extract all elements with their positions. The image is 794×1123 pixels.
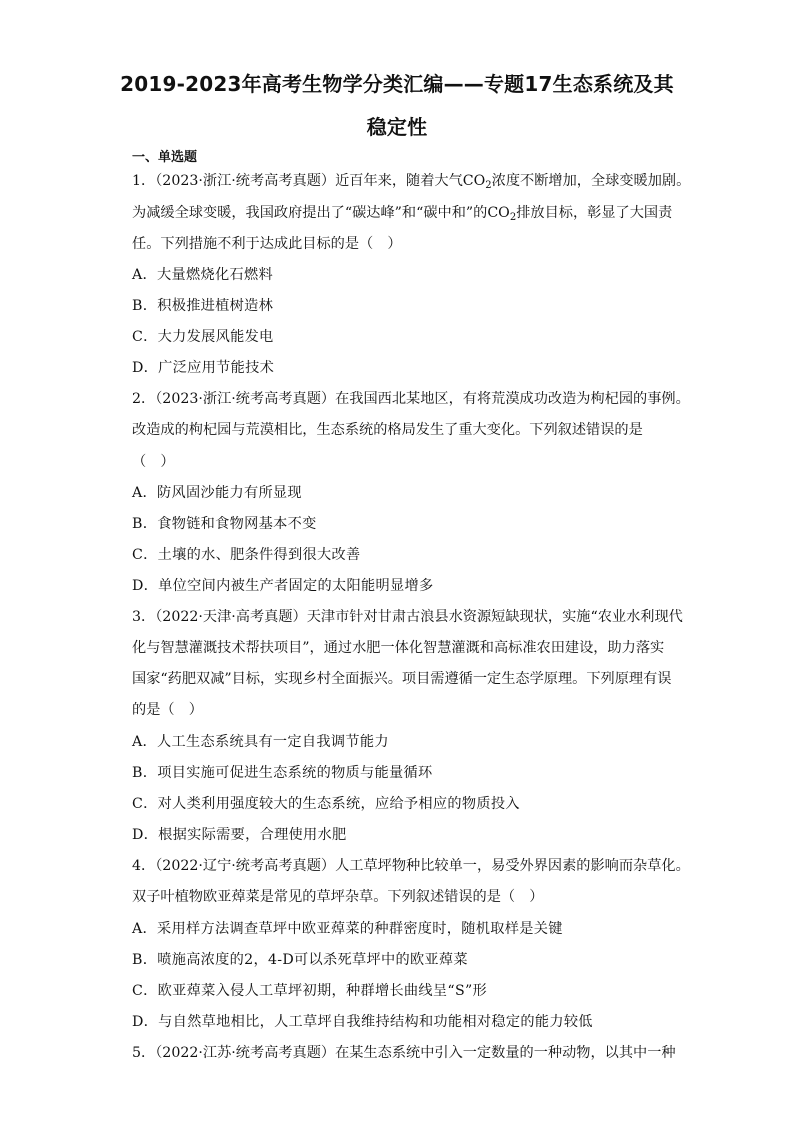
- subscript: 2: [509, 212, 517, 223]
- question-2-line-1: 2．（2023·浙江·统考高考真题）在我国西北某地区，有将荒漠成功改造为枸杞园的事例。: [132, 391, 690, 407]
- question-4-option-c: C．欧亚蔊菜入侵人工草坪初期，种群增长曲线呈“S”形: [132, 983, 488, 999]
- question-1-option-c: C．大力发展风能发电: [132, 329, 274, 345]
- subscript: 2: [485, 180, 492, 191]
- question-3-option-d: D．根据实际需要，合理使用水肥: [132, 827, 347, 843]
- question-2-option-d: D．单位空间内被生产者固定的太阳能明显增多: [132, 578, 434, 594]
- question-3-line-3: 国家“药肥双减”目标，实现乡村全面振兴。项目需遵循一定生态学原理。下列原理有误: [132, 671, 672, 687]
- question-3-option-c: C．对人类利用强度较大的生态系统，应给予相应的物质投入: [132, 796, 520, 812]
- question-3-line-2: 化与智慧灌溉技术帮扶项目”，通过水肥一体化智慧灌溉和高标准农田建设，助力落实: [132, 640, 665, 656]
- question-1-option-a: A．大量燃烧化石燃料: [132, 267, 273, 283]
- question-3-option-b: B．项目实施可促进生态系统的物质与能量循环: [132, 765, 433, 781]
- question-2-option-c: C．土壤的水、肥条件得到很大改善: [132, 547, 361, 563]
- question-1-line-3: 任。下列措施不利于达成此目标的是（ ）: [132, 236, 402, 252]
- question-4-option-a: A．采用样方法调查草坪中欧亚蔊菜的种群密度时，随机取样是关键: [132, 921, 563, 937]
- question-1-option-b: B．积极推进植树造林: [132, 298, 274, 314]
- question-5-line-1: 5．（2022·江苏·统考高考真题）在某生态系统中引入一定数量的一种动物，以其中一种: [132, 1045, 676, 1061]
- question-1-option-d: D．广泛应用节能技术: [132, 360, 275, 376]
- question-1-line-1: [132, 171, 690, 191]
- question-1-text: 1．（2023·浙江·统考高考真题）近百年来，随着大气CO: [132, 173, 486, 189]
- question-4-option-b: B．喷施高浓度的2，4-D可以杀死草坪中的欧亚蔊菜: [132, 952, 468, 968]
- question-3-line-4: 的是（ ）: [132, 702, 203, 718]
- question-3-option-a: A．人工生态系统具有一定自我调节能力: [132, 734, 389, 750]
- question-2-line-2: 改造成的枸杞园与荒漠相比，生态系统的格局发生了重大变化。下列叙述错误的是: [132, 422, 643, 438]
- question-4-option-d: D．与自然草地相比，人工草坪自我维持结构和功能相对稳定的能力较低: [132, 1014, 593, 1030]
- document-title-line-1: 2019-2023年高考生物学分类汇编——专题17生态系统及其: [120, 72, 674, 96]
- question-1-text: 排放目标，彰显了大国责: [516, 205, 673, 221]
- question-1-text: 为减缓全球变暖，我国政府提出了“碳达峰”和“碳中和”的CO: [132, 205, 510, 221]
- section-heading: 一、单选题: [132, 150, 198, 165]
- question-1-text: 浓度不断增加，全球变暖加剧。: [491, 173, 691, 189]
- question-3-line-1: 3．（2022·天津·高考真题）天津市针对甘肃古浪县水资源短缺现状，实施“农业水利现代: [132, 609, 683, 625]
- question-2-line-3: （ ）: [132, 454, 175, 470]
- question-2-option-b: B．食物链和食物网基本不变: [132, 516, 317, 532]
- question-4-line-2: 双子叶植物欧亚蔊菜是常见的草坪杂草。下列叙述错误的是（ ）: [132, 889, 544, 905]
- question-1-line-2: [132, 203, 672, 223]
- question-4-line-1: 4．（2022·辽宁·统考高考真题）人工草坪物种比较单一，易受外界因素的影响而杂草化。: [132, 858, 690, 874]
- question-2-option-a: A．防风固沙能力有所显现: [132, 485, 302, 501]
- document-title-line-2: 稳定性: [366, 115, 428, 139]
